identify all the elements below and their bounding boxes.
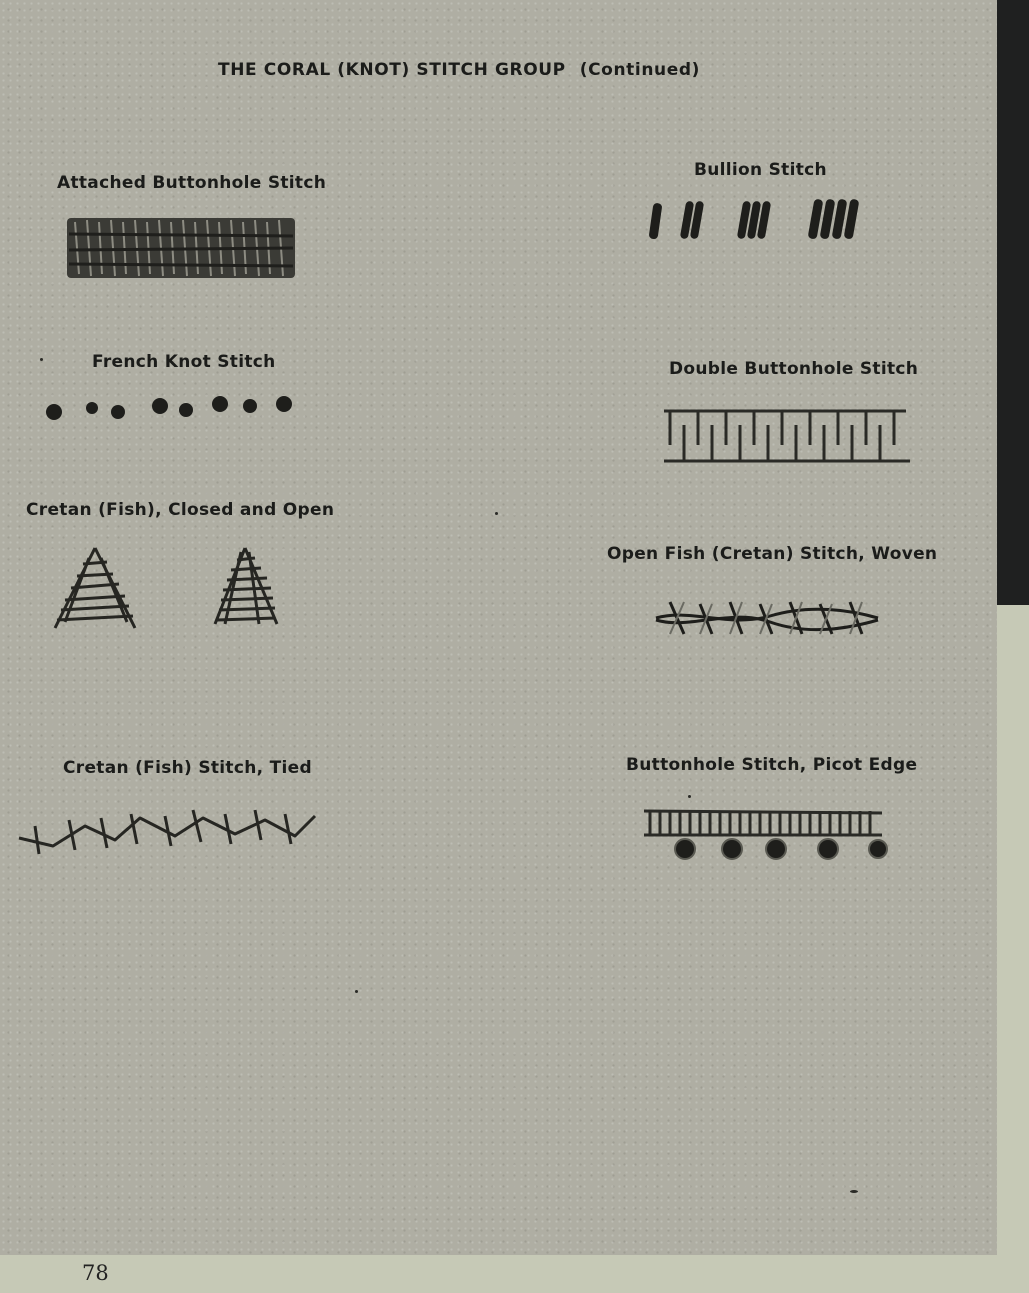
label-cretan-closed-open: Cretan (Fish), Closed and Open xyxy=(26,500,335,520)
french-knot-sample xyxy=(40,388,300,428)
photo-edge xyxy=(997,0,1029,1255)
label-bullion: Bullion Stitch xyxy=(694,160,827,180)
open-fish-woven-sample xyxy=(650,590,885,645)
title-text: THE CORAL (KNOT) STITCH GROUP xyxy=(218,60,566,80)
label-french-knot: French Knot Stitch xyxy=(92,352,276,372)
label-attached-buttonhole: Attached Buttonhole Stitch xyxy=(57,173,327,193)
label-open-fish-woven: Open Fish (Cretan) Stitch, Woven xyxy=(607,544,938,564)
cretan-tied-sample xyxy=(15,800,330,865)
buttonhole-picot-sample xyxy=(640,805,895,870)
double-buttonhole-sample xyxy=(660,405,915,470)
cretan-closed-open-sample xyxy=(45,542,305,637)
attached-buttonhole-sample xyxy=(65,212,300,282)
bullion-sample xyxy=(645,195,875,245)
fabric-speck xyxy=(355,990,358,993)
title-continued: (Continued) xyxy=(579,60,700,80)
label-cretan-tied: Cretan (Fish) Stitch, Tied xyxy=(63,758,312,778)
fabric-speck xyxy=(688,795,691,798)
fabric-speck xyxy=(495,512,498,515)
fabric-speck xyxy=(850,1190,858,1193)
fabric-speck xyxy=(40,358,43,361)
label-double-buttonhole: Double Buttonhole Stitch xyxy=(669,359,919,379)
label-buttonhole-picot: Buttonhole Stitch, Picot Edge xyxy=(626,755,918,775)
page-title xyxy=(218,60,700,80)
page-number: 78 xyxy=(82,1261,109,1285)
